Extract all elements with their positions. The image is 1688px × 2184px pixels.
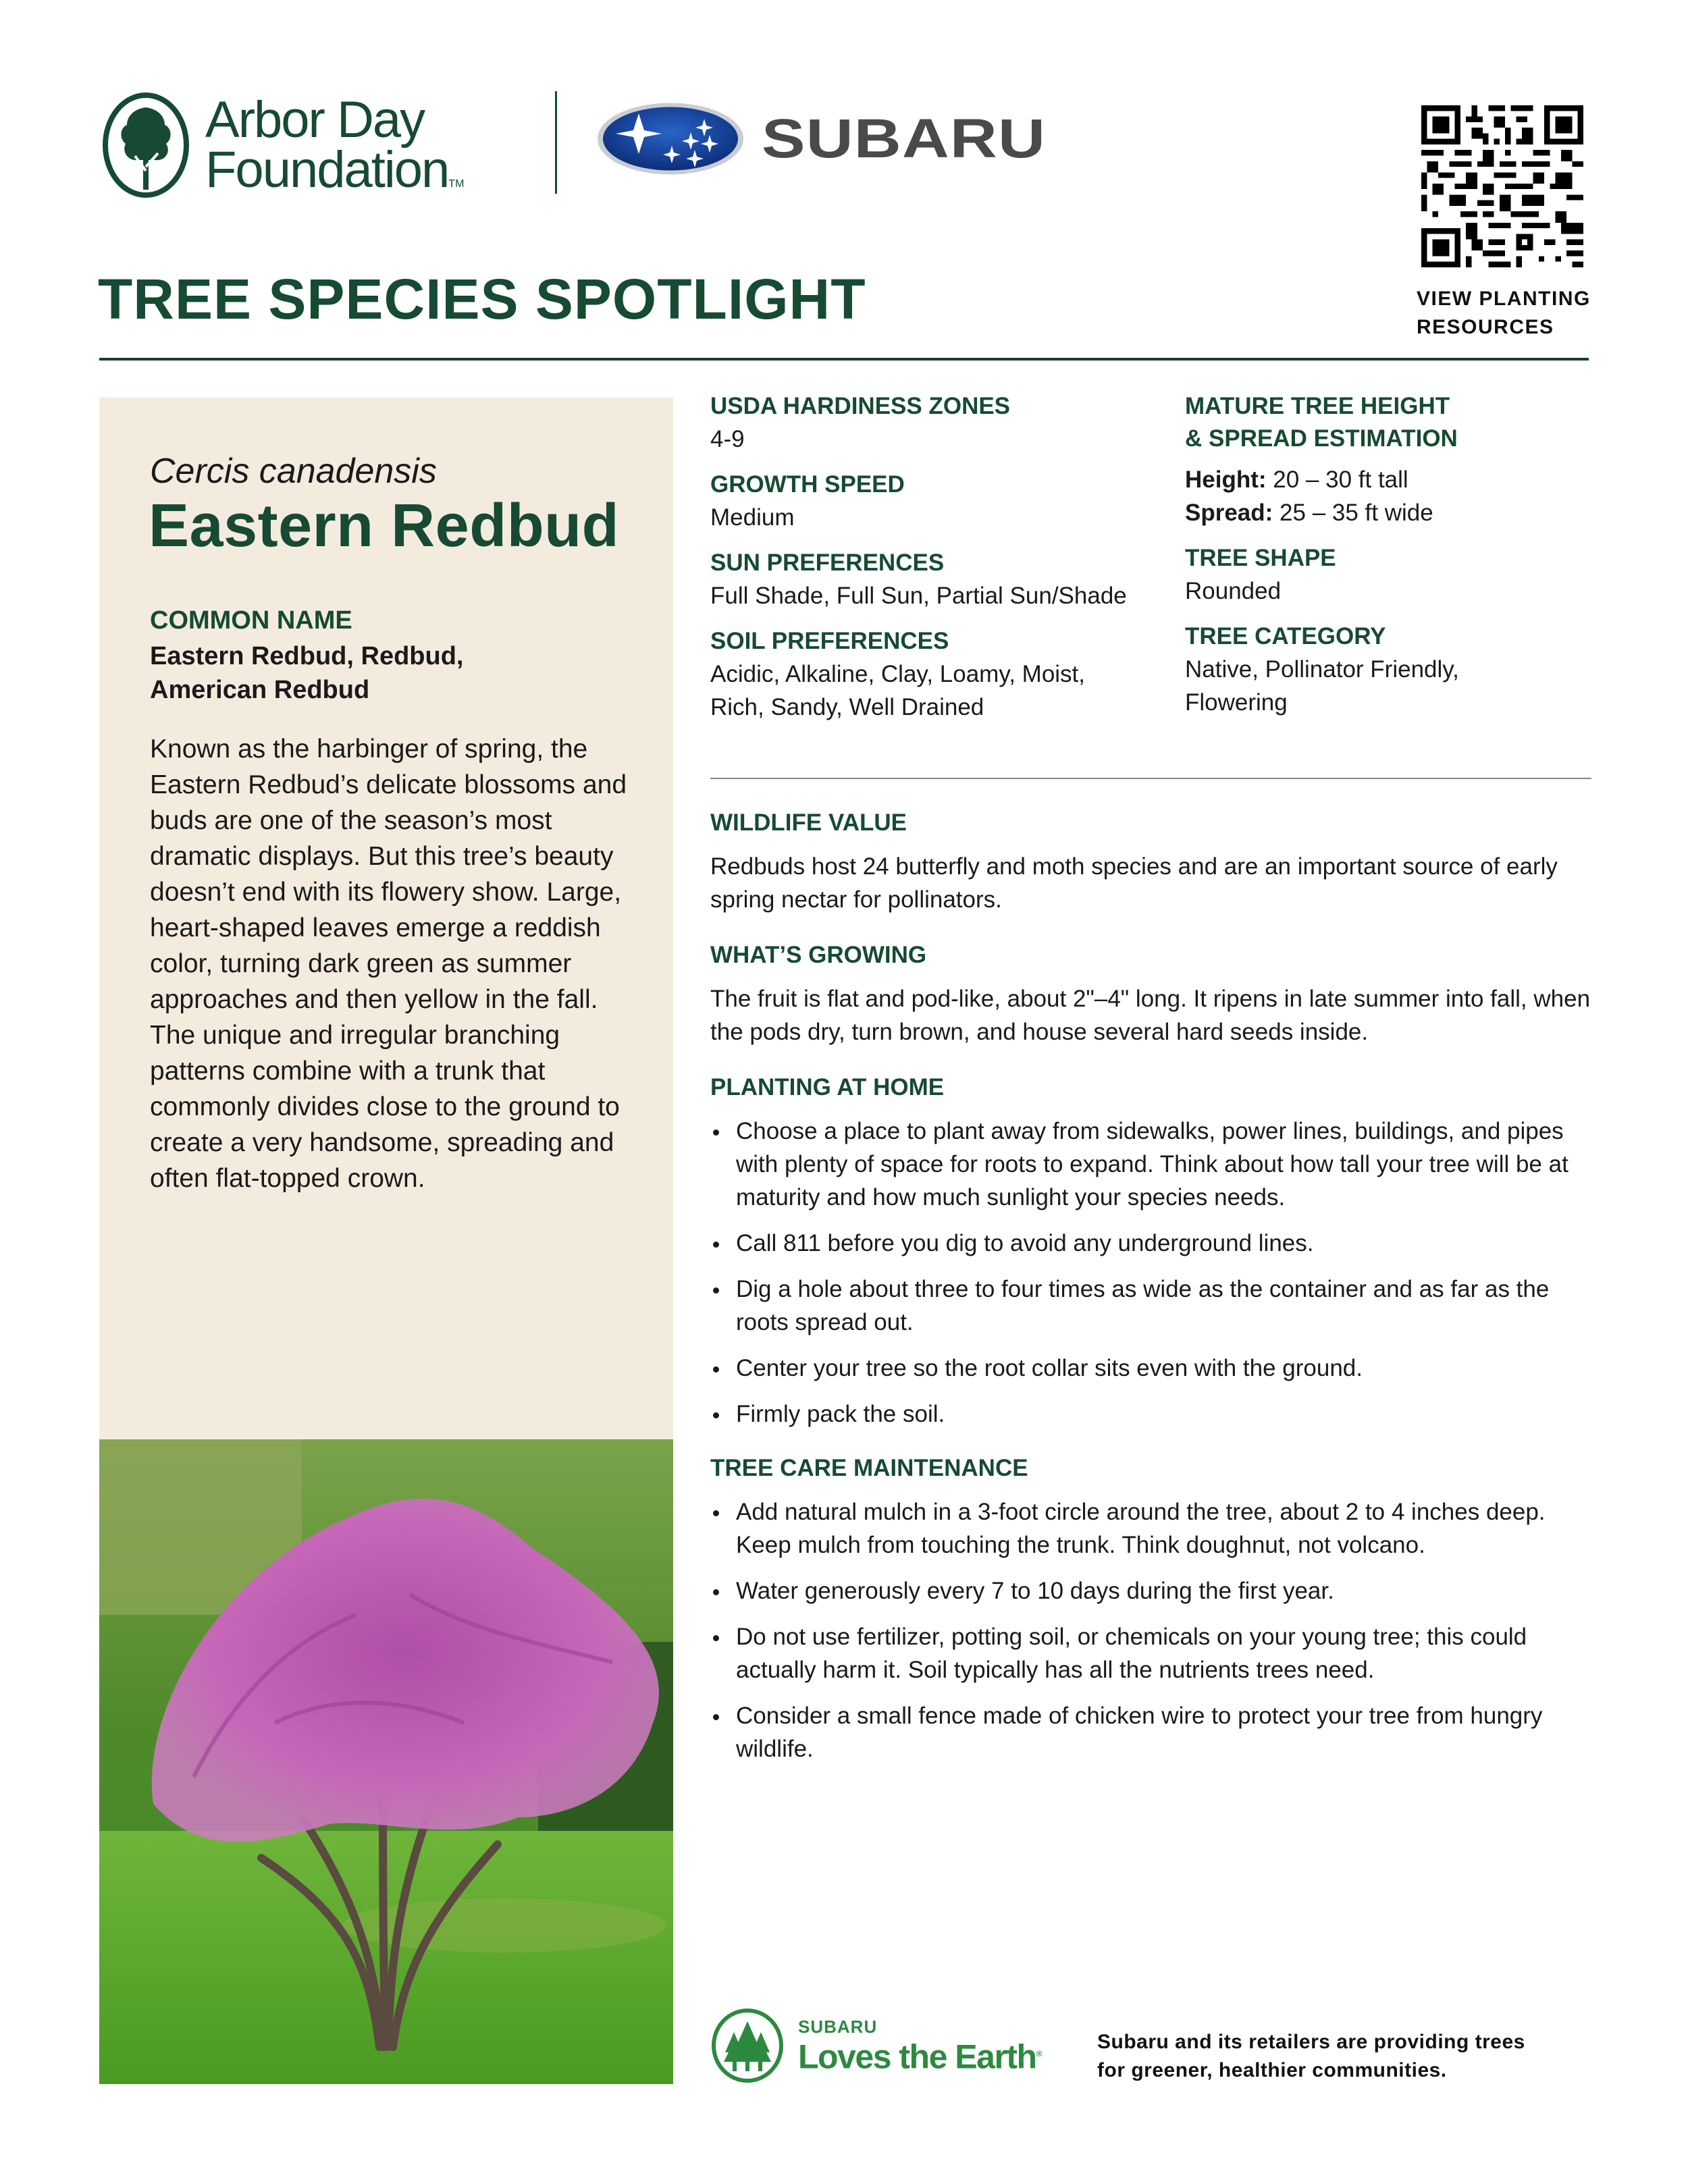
list-item: Choose a place to plant away from sidewalks, power lines, buildings, and pipes with plenty of space for roots to expand. Think about how tall your tree will be at maturity and how much sunlight your species needs. [710,1115,1591,1214]
arbor-wordmark [205,90,465,198]
soil-label: SOIL PREFERENCES [710,628,949,654]
common-name-label: COMMON NAME [150,606,352,635]
hardiness-value: 4-9 [710,426,745,452]
growth-speed [710,469,1169,534]
category-value-line1: Native, Pollinator Friendly, [1185,656,1459,683]
logo-divider [555,91,557,194]
sun-preferences [710,547,1169,612]
footer-note-line1: Subaru and its retailers are providing trees [1097,2031,1525,2053]
mature-size [1185,390,1590,529]
arbor-day-foundation-logo [101,88,520,203]
species-description: Known as the harbinger of spring, the Eastern Redbud’s delicate blossoms and buds are one of the season’s most dramatic displays. But this tree’s beauty doesn’t end with its flowery show. Large, heart-shaped leaves emerge a reddish color, turning dark green as summer approaches and then yellow in the fall. The unique and irregular branching patterns combine with a trunk that commonly divides close to the ground to create a very handsome, spreading and often flat-topped crown. [150,735,627,1193]
list-item: Consider a small fence made of chicken wire to protect your tree from hungry wildlife. [710,1699,1591,1765]
pine-trees-in-circle-icon [710,2008,785,2083]
hardiness-zones [710,390,1169,456]
list-item: Water generously every 7 to 10 days during the first year. [710,1574,1591,1607]
list-item: Dig a hole about three to four times as wide as the container and as far as the roots spread out. [710,1273,1591,1339]
view-planting-resources-link[interactable] [1417,285,1592,342]
attributes-column-right [1185,390,1590,732]
subaru-loves-the-earth-logo [710,2008,1042,2083]
spread-value: 25 – 35 ft wide [1280,500,1433,526]
redbud-tree-image [99,1439,673,2084]
page-title: TREE SPECIES SPOTLIGHT [98,267,866,331]
common-name-line1: Eastern Redbud, Redbud, [150,642,464,670]
species-title: Eastern Redbud [149,492,620,560]
shape-value: Rounded [1185,578,1282,604]
shape-label: TREE SHAPE [1185,545,1336,571]
soil-value-line1: Acidic, Alkaline, Clay, Loamy, Moist, [710,661,1086,687]
sun-label: SUN PREFERENCES [710,550,945,576]
care-list [710,1495,1591,1765]
soil-value-line2: Rich, Sandy, Well Drained [710,694,984,720]
wildlife-label: WILDLIFE VALUE [710,809,907,836]
spread-label: Spread: [1185,500,1273,526]
mature-label-line1: MATURE TREE HEIGHT [1185,393,1450,419]
hardiness-label: USDA HARDINESS ZONES [710,393,1011,419]
subaru-stars-icon [594,100,747,178]
common-name-line2: American Redbud [150,676,370,704]
care-label: TREE CARE MAINTENANCE [710,1455,1028,1481]
registered-mark: ® [1036,2048,1043,2058]
soil-preferences [710,625,1169,724]
list-item: Call 811 before you dig to avoid any underground lines. [710,1227,1591,1260]
planting-label: PLANTING AT HOME [710,1074,945,1100]
scientific-name: Cercis canadensis [150,452,437,491]
tree-photo [99,1439,673,2084]
wildlife-body: Redbuds host 24 butterfly and moth species and are an important source of early spring nectar for pollinators. [710,853,1558,913]
arbor-line2: Foundation [205,141,449,198]
arbor-line1: Arbor Day [205,90,425,149]
growing-body: The fruit is flat and pod-like, about 2"–4" long. It ripens in late summer into fall, when the pods dry, turn brown, and house several hard seeds inside. [710,986,1591,1045]
list-item: Add natural mulch in a 3-foot circle around the tree, about 2 to 4 inches deep. Keep mulch from touching the trunk. Think doughnut, not volcano. [710,1495,1591,1562]
growth-value: Medium [710,504,795,531]
detail-sections [710,807,1591,1787]
tree-shape [1185,542,1590,608]
height-row [1185,463,1590,496]
spread-row [1185,496,1590,529]
sle-brand: SUBARU [798,2016,878,2037]
growing-label: WHAT’S GROWING [710,942,927,968]
mature-label-line2: & SPREAD ESTIMATION [1185,425,1458,452]
height-label: Height: [1185,467,1267,493]
whats-growing-section [710,939,1591,1048]
qr-caption-line1: VIEW PLANTING [1417,288,1591,310]
section-divider [710,778,1591,779]
tree-in-circle-icon [101,91,190,199]
common-name-value [150,639,623,707]
qr-caption-line2: RESOURCES [1417,316,1554,338]
planting-section [710,1071,1591,1431]
list-item: Do not use fertilizer, potting soil, or chemicals on your young tree; this could actually harm it. Soil typically has all the nutrients trees need. [710,1620,1591,1686]
height-value: 20 – 30 ft tall [1273,467,1408,493]
subaru-wordmark: SUBARU [762,107,1047,169]
list-item: Firmly pack the soil. [710,1397,1591,1431]
qr-code-icon[interactable] [1421,105,1583,267]
category-value-line2: Flowering [1185,689,1288,716]
sun-value: Full Shade, Full Sun, Partial Sun/Shade [710,583,1127,609]
planting-list [710,1115,1591,1431]
footer-note-line2: for greener, healthier communities. [1097,2059,1447,2081]
growth-label: GROWTH SPEED [710,471,905,498]
category-label: TREE CATEGORY [1185,623,1386,649]
trademark: TM [448,178,465,190]
list-item: Center your tree so the root collar sits even with the ground. [710,1352,1591,1385]
loves-the-earth-wordmark [798,2017,1042,2075]
header-divider [99,358,1589,361]
wildlife-section [710,807,1591,916]
subaru-logo [594,100,1047,178]
tree-care-section [710,1452,1591,1765]
attributes-column-left [710,390,1169,737]
tree-category [1185,620,1590,719]
sle-tagline: Loves the Earth [798,2037,1036,2076]
footer-note [1097,2028,1583,2085]
